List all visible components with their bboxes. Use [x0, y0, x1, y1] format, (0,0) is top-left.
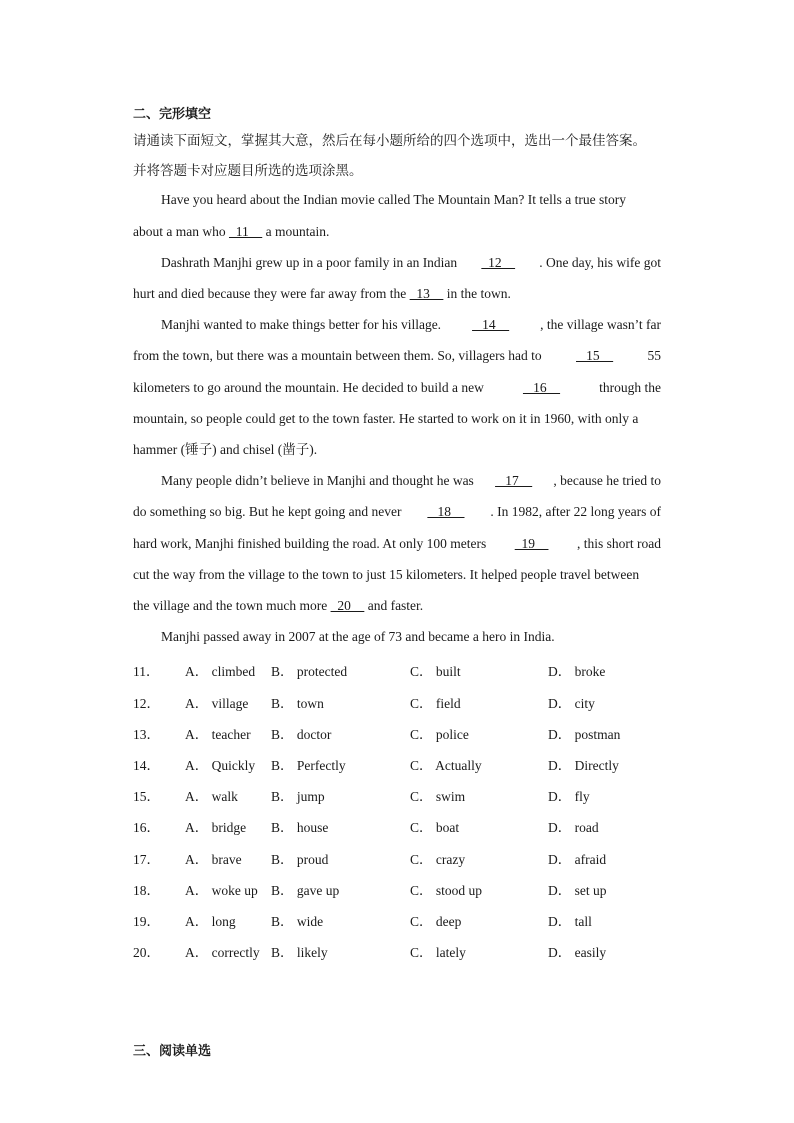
passage-line [161, 473, 661, 489]
option-a: A． village [185, 696, 249, 711]
option-c: C． police [410, 727, 469, 742]
question-17 [133, 848, 693, 866]
option-c: C． built [410, 664, 461, 679]
option-d: D． tall [548, 914, 592, 929]
passage-text: kilometers to go around the mountain. He decided to build a new [133, 380, 484, 395]
blank-12: 12 [481, 255, 516, 270]
question-18 [133, 879, 693, 897]
option-c: C． stood up [410, 883, 483, 898]
question-19 [133, 910, 693, 928]
option-a: A． bridge [185, 820, 247, 835]
option-a: A． correctly [185, 945, 260, 960]
blank-13: 13 [409, 286, 444, 301]
blank-11: 11 [228, 224, 263, 239]
passage-text: hurt and died because they were far away from the [133, 286, 407, 301]
option-b: B． likely [271, 945, 328, 960]
passage-text: Manjhi wanted to make things better for his village. [161, 317, 442, 332]
option-b: B． Perfectly [271, 758, 346, 773]
question-16 [133, 816, 693, 834]
passage-line [133, 286, 661, 302]
option-a: A． long [185, 914, 236, 929]
question-number: 11． [133, 664, 160, 679]
option-c: C． crazy [410, 852, 466, 867]
passage-text: a mountain. [265, 224, 330, 239]
option-c: C． field [410, 696, 461, 711]
option-b: B． doctor [271, 727, 332, 742]
option-d: D． postman [548, 727, 621, 742]
blank-20: 20 [330, 598, 365, 613]
question-14 [133, 754, 693, 772]
passage-text: 55 [647, 348, 661, 363]
question-number: 16． [133, 820, 160, 835]
option-b: B． house [271, 820, 329, 835]
passage-text: hammer (锤子) and chisel (凿子). [133, 442, 318, 457]
option-d: D． afraid [548, 852, 607, 867]
passage-text: and faster. [367, 598, 424, 613]
option-a: A． Quickly [185, 758, 256, 773]
passage-line [133, 380, 661, 396]
passage-text: about a man who [133, 224, 226, 239]
question-number: 14． [133, 758, 160, 773]
option-c: C． swim [410, 789, 466, 804]
passage-text: mountain, so people could get to the town faster. He started to work on it in 1960, with only a [133, 411, 639, 426]
passage-text: . One day, his wife got [539, 255, 661, 270]
blank-17: 17 [495, 473, 533, 488]
blank-14: 14 [472, 317, 510, 332]
option-b: B． wide [271, 914, 324, 929]
passage-text: Many people didn’t believe in Manjhi and thought he was [161, 473, 474, 488]
passage-line [161, 192, 661, 208]
option-b: B． jump [271, 789, 325, 804]
question-number: 13． [133, 727, 160, 742]
question-number: 19． [133, 914, 160, 929]
question-11 [133, 660, 693, 678]
passage-text: the village and the town much more [133, 598, 328, 613]
option-d: D． broke [548, 664, 606, 679]
option-d: D． set up [548, 883, 607, 898]
option-b: B． protected [271, 664, 348, 679]
option-d: D． city [548, 696, 595, 711]
section-3-title: 三、阅读单选 [133, 1044, 212, 1059]
passage-line [133, 348, 661, 364]
option-d: D． easily [548, 945, 607, 960]
passage-line [133, 567, 661, 583]
passage-text: cut the way from the village to the town to just 15 kilometers. It helped people travel between [133, 567, 640, 582]
option-c: C． Actually [410, 758, 482, 773]
question-20 [133, 941, 693, 959]
option-b: B． town [271, 696, 324, 711]
option-d: D． fly [548, 789, 590, 804]
passage-text: Manjhi passed away in 2007 at the age of 73 and became a hero in India. [161, 629, 555, 644]
blank-15: 15 [576, 348, 614, 363]
passage-line [161, 255, 661, 271]
option-b: B． gave up [271, 883, 340, 898]
passage-line [133, 411, 661, 427]
passage-line [133, 536, 661, 552]
passage-line [133, 442, 661, 458]
blank-18: 18 [427, 504, 465, 519]
option-a: A． woke up [185, 883, 258, 898]
passage-text: , this short road [576, 536, 661, 551]
option-c: C． boat [410, 820, 460, 835]
passage-text: from the town, but there was a mountain between them. So, villagers had to [133, 348, 542, 363]
passage-line [133, 224, 661, 240]
question-12 [133, 692, 693, 710]
passage-text: hard work, Manjhi finished building the road. At only 100 meters [133, 536, 487, 551]
passage-line [133, 598, 661, 614]
passage-line [133, 504, 661, 520]
passage-text: , the village wasn’t far [540, 317, 661, 332]
section-2-title: 二、完形填空 [133, 107, 212, 122]
instructions-line-1: 请通读下面短文，掌握其大意，然后在每小题所给的四个选项中，选出一个最佳答案。 [133, 133, 646, 149]
option-b: B． proud [271, 852, 329, 867]
passage-text: Dashrath Manjhi grew up in a poor family in an Indian [161, 255, 458, 270]
question-number: 18． [133, 883, 160, 898]
passage-text: through the [599, 380, 661, 395]
passage-text: in the town. [446, 286, 511, 301]
passage-text: , because he tried to [553, 473, 661, 488]
passage-line [161, 629, 661, 645]
passage-text: . In 1982, after 22 long years of [490, 504, 661, 519]
option-a: A． brave [185, 852, 242, 867]
option-c: C． lately [410, 945, 466, 960]
instructions-line-2: 并将答题卡对应题目所选的选项涂黑。 [133, 163, 363, 179]
option-c: C． deep [410, 914, 462, 929]
blank-19: 19 [514, 536, 549, 551]
option-d: D． road [548, 820, 599, 835]
question-13 [133, 723, 693, 741]
question-number: 17． [133, 852, 160, 867]
option-a: A． climbed [185, 664, 256, 679]
question-number: 12． [133, 696, 160, 711]
option-d: D． Directly [548, 758, 619, 773]
question-number: 20． [133, 945, 160, 960]
blank-16: 16 [522, 380, 561, 395]
passage-text: do something so big. But he kept going and never [133, 504, 402, 519]
option-a: A． teacher [185, 727, 251, 742]
question-number: 15． [133, 789, 160, 804]
passage-text: Have you heard about the Indian movie called The Mountain Man? It tells a true story [161, 192, 626, 207]
question-15 [133, 785, 693, 803]
option-a: A． walk [185, 789, 238, 804]
passage-line [161, 317, 661, 333]
